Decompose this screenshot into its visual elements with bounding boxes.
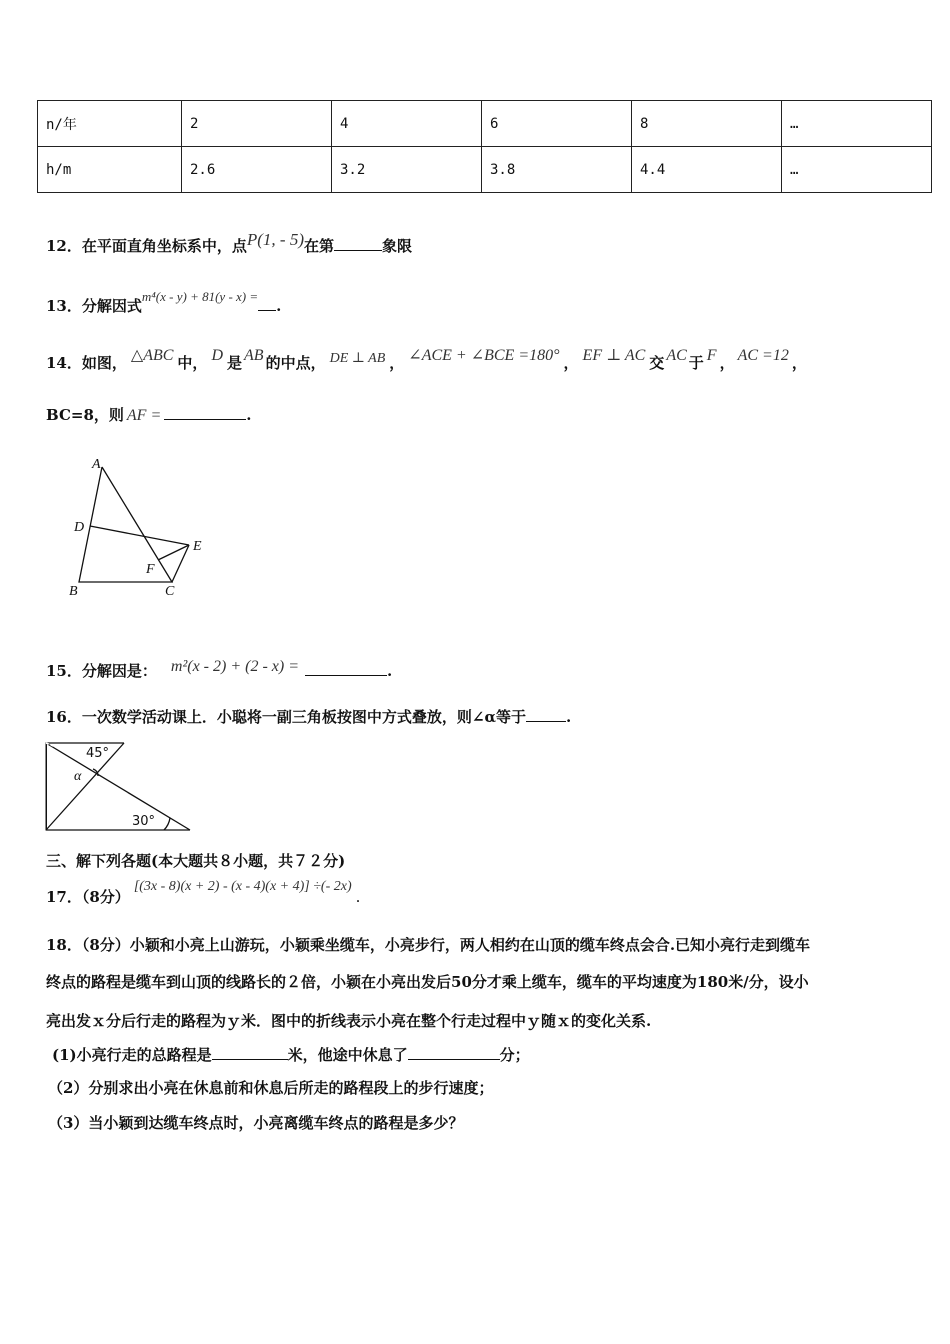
triangle-abc (79, 467, 172, 582)
question-text: 交 (649, 354, 665, 372)
math-expression: P(1, - 5) (246, 230, 305, 249)
math-expression: AF = (126, 407, 162, 424)
math-expression: ∠ACE + ∠BCE =180° (408, 347, 560, 364)
question-text: . (276, 297, 282, 315)
question-text: ， (719, 354, 735, 372)
question-text: 象限 (382, 237, 413, 255)
label-30: 30° (132, 814, 156, 829)
table-cell: 4.4 (632, 147, 782, 193)
question-18-line-2: 终点的路程是缆车到山顶的线路长的２倍，小颖在小亮出发后50分才乘上缆车，缆车的平均速度为180米/分，设小 (46, 973, 809, 991)
answer-blank (334, 236, 382, 251)
question-text: 分解因式 (81, 297, 142, 315)
question-number: 16． (46, 708, 82, 726)
question-text: 在第 (304, 237, 335, 255)
question-score: （8分） (81, 888, 130, 906)
table-cell: n/年 (38, 101, 182, 147)
table-cell: h/m (38, 147, 182, 193)
table-cell: … (782, 147, 932, 193)
label-45: 45° (86, 746, 110, 761)
question-text: 是 (227, 354, 243, 372)
question-15 (46, 660, 392, 681)
table-cell: 2.6 (182, 147, 332, 193)
question-text: 分； (499, 1046, 530, 1064)
question-number: 15． (46, 662, 82, 680)
table-cell: 4 (332, 101, 482, 147)
answer-blank (408, 1045, 500, 1060)
table-cell: 6 (482, 101, 632, 147)
math-expression: [(3x - 8)(x + 2) - (x - 4)(x + 4)] ÷(- 2x) (133, 879, 352, 894)
question-14 (46, 347, 807, 373)
segment-ec (172, 545, 189, 582)
question-18-sub-1 (52, 1044, 530, 1065)
label-e: E (193, 539, 202, 554)
label-f: F (146, 562, 155, 577)
label-a: A (92, 457, 101, 472)
question-text: . (387, 662, 393, 680)
answer-blank (164, 405, 246, 420)
question-text: (1)小亮行走的总路程是 (52, 1046, 212, 1064)
question-text: ， (563, 354, 579, 372)
left-edge (46, 743, 48, 831)
question-number: 17． (46, 888, 82, 906)
question-18-sub-2: （2）分别求出小亮在休息前和休息后所走的路程段上的步行速度； (48, 1079, 494, 1097)
question-text: 中， (177, 354, 208, 372)
question-text: 如图， (81, 354, 127, 372)
question-text: 米，他途中休息了 (287, 1046, 408, 1064)
triangle-figure (62, 455, 222, 605)
segment-ef (158, 545, 189, 560)
question-text: 一次数学活动课上．小聪将一副三角板按图中方式叠放，则∠α等于 (81, 708, 526, 726)
table-cell: 3.2 (332, 147, 482, 193)
math-expression: m²(x - 2) + (2 - x) = (170, 658, 300, 675)
question-text: ， (389, 354, 405, 372)
question-number: 12． (46, 237, 82, 255)
table-row (38, 101, 932, 147)
question-text: . (246, 406, 252, 424)
table-cell: 8 (632, 101, 782, 147)
question-18-line-1: 18．（8分）小颖和小亮上山游玩，小颖乘坐缆车，小亮步行，两人相约在山顶的缆车终点会合.已知小亮行走到缆车 (46, 936, 811, 954)
question-text: ， (791, 354, 807, 372)
set-square-figure (44, 740, 196, 834)
question-text: . (566, 708, 572, 726)
math-expression: DE ⊥ AB (329, 351, 386, 366)
math-expression: AC =12 (737, 347, 789, 364)
label-c: C (165, 584, 175, 599)
question-text: BC=8，则 (46, 406, 124, 424)
question-text: 于 (688, 354, 704, 372)
label-b: B (69, 584, 78, 599)
math-expression: AC (666, 347, 687, 364)
angle-30-arc (164, 818, 170, 830)
answer-blank (212, 1045, 288, 1060)
question-text: 的中点， (265, 354, 326, 372)
math-expression: △ABC (130, 347, 174, 364)
question-18-line-3: 亮出发ｘ分后行走的路程为ｙ米．图中的折线表示小亮在整个行走过程中ｙ随ｘ的变化关系. (46, 1012, 652, 1030)
question-18-sub-3: （3）当小颖到达缆车终点时，小亮离缆车终点的路程是多少？ (48, 1114, 464, 1132)
question-number: 14． (46, 354, 82, 372)
question-text: . (355, 888, 361, 906)
math-expression: AB (244, 347, 264, 364)
table-cell: … (782, 101, 932, 147)
question-number: 13． (46, 297, 82, 315)
question-text: 分解因是： (81, 662, 157, 680)
answer-blank (258, 296, 276, 311)
answer-blank (526, 707, 566, 722)
label-alpha: α (74, 769, 82, 784)
table-cell: 2 (182, 101, 332, 147)
question-12 (46, 230, 413, 256)
math-expression: D (211, 347, 223, 364)
question-text: 在平面直角坐标系中，点 (81, 237, 247, 255)
question-14-line-2 (46, 404, 251, 425)
math-expression: EF ⊥ AC (582, 347, 646, 364)
math-expression: m⁴(x - y) + 81(y - x) = (141, 289, 259, 304)
label-d: D (74, 520, 85, 535)
question-13 (46, 289, 282, 316)
section-heading: 三、解下列各题(本大题共８小题，共７２分) (46, 852, 346, 870)
table-row (38, 147, 932, 193)
math-expression: F (706, 347, 717, 364)
triangle-45-hypotenuse (46, 743, 124, 830)
question-17 (46, 879, 361, 907)
triangle-30-hypotenuse (46, 743, 190, 830)
question-16 (46, 706, 571, 727)
answer-blank (305, 661, 387, 676)
data-table (37, 100, 932, 193)
table-cell: 3.8 (482, 147, 632, 193)
